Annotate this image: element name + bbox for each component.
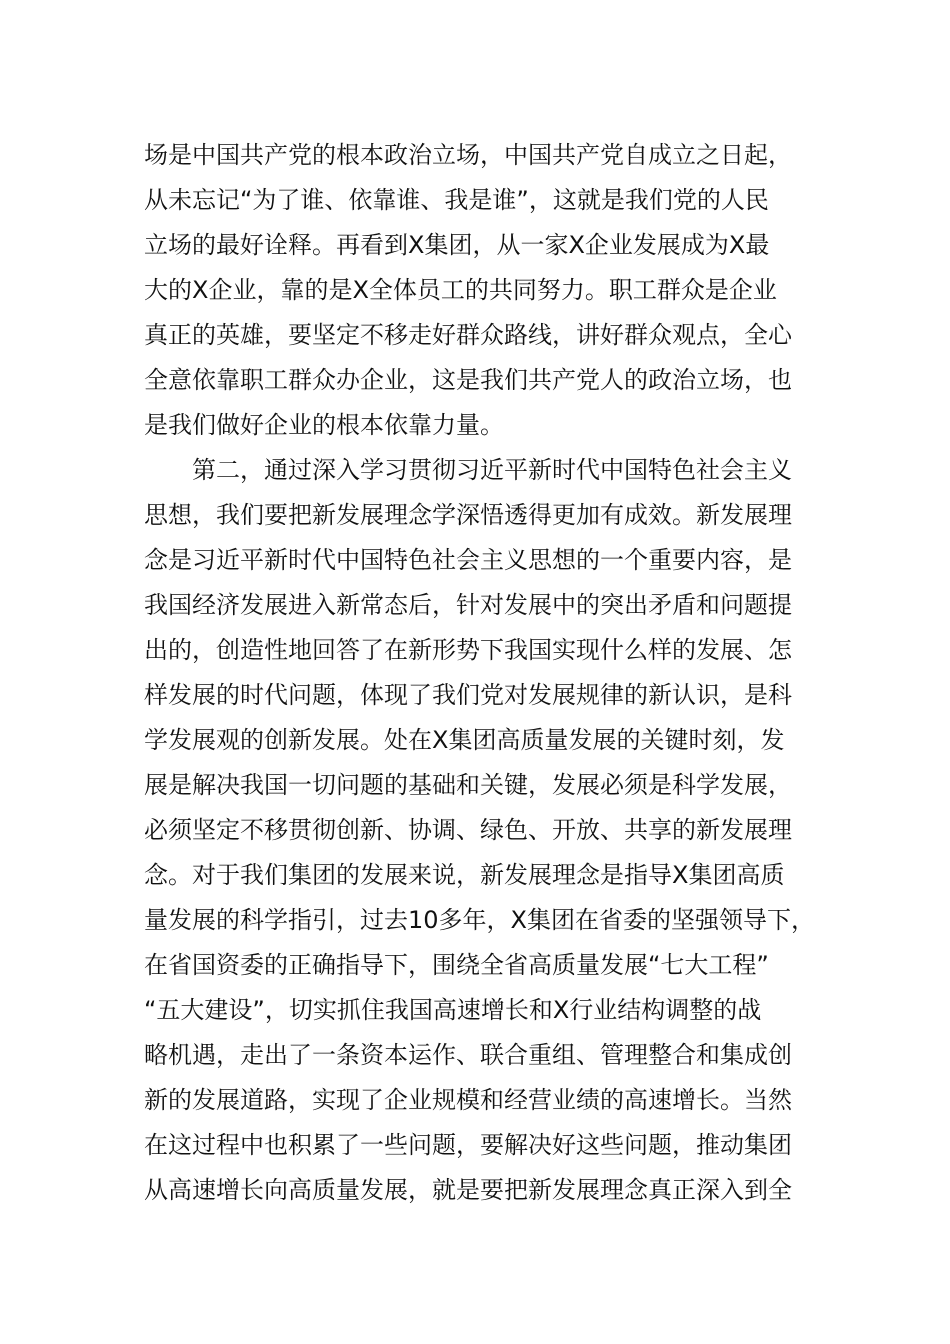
text-line: 是我们做好企业的根本依靠力量。 bbox=[144, 411, 504, 439]
text-line: 出的，创造性地回答了在新形势下我国实现什么样的发展、怎 bbox=[144, 636, 792, 664]
body-text bbox=[144, 133, 815, 1213]
text-line: 从高速增长向高质量发展，就是要把新发展理念真正深入到全 bbox=[144, 1176, 792, 1204]
text-line: 在省国资委的正确指导下，围绕全省高质量发展“七大工程” bbox=[144, 951, 769, 979]
text-line: 真正的英雄，要坚定不移走好群众路线，讲好群众观点，全心 bbox=[144, 321, 792, 349]
text-line: 念。对于我们集团的发展来说，新发展理念是指导X集团高质 bbox=[144, 861, 785, 889]
text-line: 场是中国共产党的根本政治立场，中国共产党自成立之日起， bbox=[144, 141, 792, 169]
text-line: 在这过程中也积累了一些问题，要解决好这些问题，推动集团 bbox=[144, 1131, 792, 1159]
text-line: 新的发展道路，实现了企业规模和经营业绩的高速增长。当然 bbox=[144, 1086, 792, 1114]
text-line: “五大建设”，切实抓住我国高速增长和X行业结构调整的战 bbox=[144, 996, 762, 1024]
text-line: 展是解决我国一切问题的基础和关键，发展必须是科学发展， bbox=[144, 771, 792, 799]
text-line: 从未忘记“为了谁、依靠谁、我是谁”，这就是我们党的人民 bbox=[144, 186, 769, 214]
text-line: 大的X企业，靠的是X全体员工的共同努力。职工群众是企业 bbox=[144, 276, 777, 304]
text-line: 样发展的时代问题，体现了我们党对发展规律的新认识，是科 bbox=[144, 681, 792, 709]
text-line: 学发展观的创新发展。处在X集团高质量发展的关键时刻，发 bbox=[144, 726, 785, 754]
text-line: 念是习近平新时代中国特色社会主义思想的一个重要内容，是 bbox=[144, 546, 792, 574]
text-line: 必须坚定不移贯彻创新、协调、绿色、开放、共享的新发展理 bbox=[144, 816, 792, 844]
text-line: 思想，我们要把新发展理念学深悟透得更加有成效。新发展理 bbox=[144, 501, 792, 529]
text-line: 全意依靠职工群众办企业，这是我们共产党人的政治立场，也 bbox=[144, 366, 792, 394]
paragraph-start-line: 第二，通过深入学习贯彻习近平新时代中国特色社会主义 bbox=[192, 456, 792, 484]
text-line: 我国经济发展进入新常态后，针对发展中的突出矛盾和问题提 bbox=[144, 591, 792, 619]
text-line: 量发展的科学指引，过去10多年，X集团在省委的坚强领导下， bbox=[144, 906, 815, 934]
text-line: 立场的最好诠释。再看到X集团，从一家X企业发展成为X最 bbox=[144, 231, 770, 259]
text-line: 略机遇，走出了一条资本运作、联合重组、管理整合和集成创 bbox=[144, 1041, 792, 1069]
